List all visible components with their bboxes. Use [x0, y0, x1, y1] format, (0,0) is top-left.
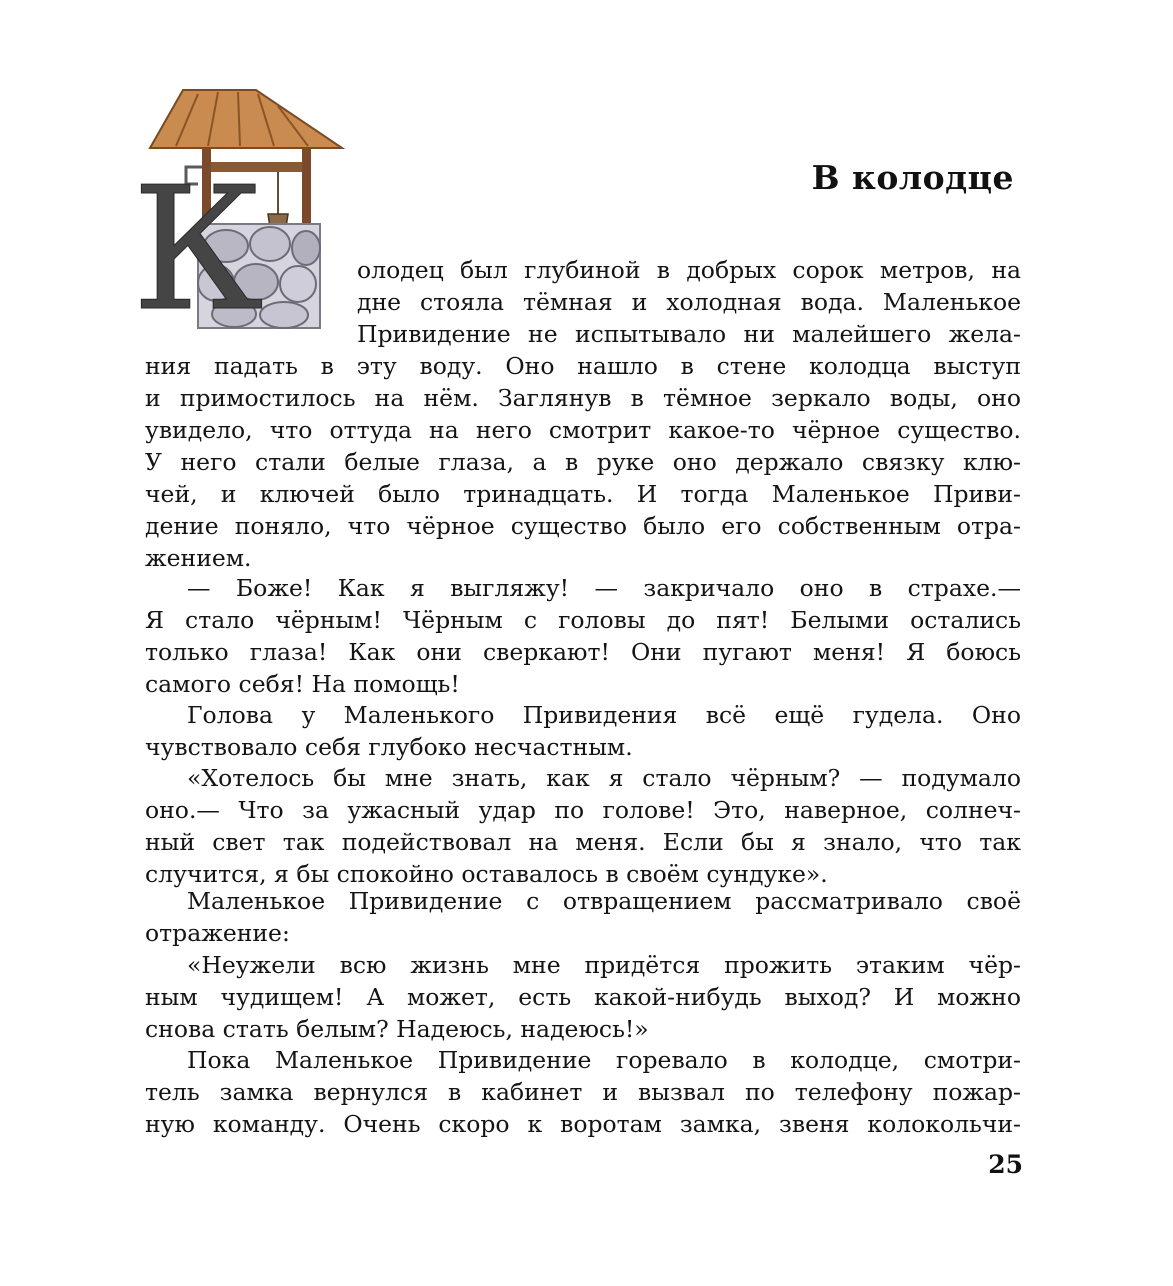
text-line: олодец был глубиной в добрых сорок метров, на [357, 256, 1021, 284]
text-line: и примостилось на нём. Заглянув в тёмное зеркало воды, оно [145, 384, 1021, 412]
text-line: ным чудищем! А может, есть какой-нибудь выход? И можно [145, 983, 1021, 1011]
text-line: ный свет так подействовал на меня. Если бы я знало, что так [145, 828, 1021, 856]
text-line: тель замка вернулся в кабинет и вызвал по телефону пожар- [145, 1078, 1021, 1106]
drop-cap-letter: К [132, 151, 264, 333]
text-line: Я стало чёрным! Чёрным с головы до пят! Белыми остались [145, 606, 1021, 634]
text-line: отражение: [145, 919, 290, 947]
text-line: Маленькое Привидение с отвращением рассматривало своё [187, 887, 1021, 915]
text-line: увидело, что оттуда на него смотрит какое-то чёрное существо. [145, 416, 1021, 444]
text-line: снова стать белым? Надеюсь, надеюсь!» [145, 1015, 649, 1043]
text-line: чувствовало себя глубоко несчастным. [145, 733, 633, 761]
drop-cap-illustration [128, 88, 348, 333]
text-line: дне стояла тёмная и холодная вода. Маленькое [357, 288, 1021, 316]
text-line: «Хотелось бы мне знать, как я стало чёрным? — подумало [187, 764, 1021, 792]
text-line: У него стали белые глаза, а в руке оно держало связку клю- [145, 448, 1021, 476]
page-number: 25 [988, 1150, 1023, 1179]
text-line: — Боже! Как я выгляжу! — закричало оно в страхе.— [187, 574, 1021, 602]
text-line: ную команду. Очень скоро к воротам замка, звеня колокольчи- [145, 1110, 1021, 1138]
text-line: самого себя! На помощь! [145, 670, 460, 698]
text-line: Голова у Маленького Привидения всё ещё гудела. Оно [187, 701, 1021, 729]
text-line: ния падать в эту воду. Оно нашло в стене колодца выступ [145, 352, 1021, 380]
text-line: дение поняло, что чёрное существо было его собственным отра- [145, 512, 1021, 540]
text-line: жением. [145, 544, 252, 572]
text-line: «Неужели всю жизнь мне придётся прожить этаким чёр- [187, 951, 1021, 979]
text-line: Пока Маленькое Привидение горевало в колодце, смотри- [187, 1046, 1021, 1074]
text-line: оно.— Что за ужасный удар по голове! Это, наверное, солнеч- [145, 796, 1021, 824]
text-line: только глаза! Как они сверкают! Они пугают меня! Я боюсь [145, 638, 1021, 666]
text-line: случится, я бы спокойно оставалось в своём сундуке». [145, 860, 828, 888]
text-line: Привидение не испытывало ни малейшего жела- [357, 320, 1021, 348]
text-line: чей, и ключей было тринадцать. И тогда Маленькое Приви- [145, 480, 1021, 508]
chapter-title: В колодце [811, 158, 1014, 197]
